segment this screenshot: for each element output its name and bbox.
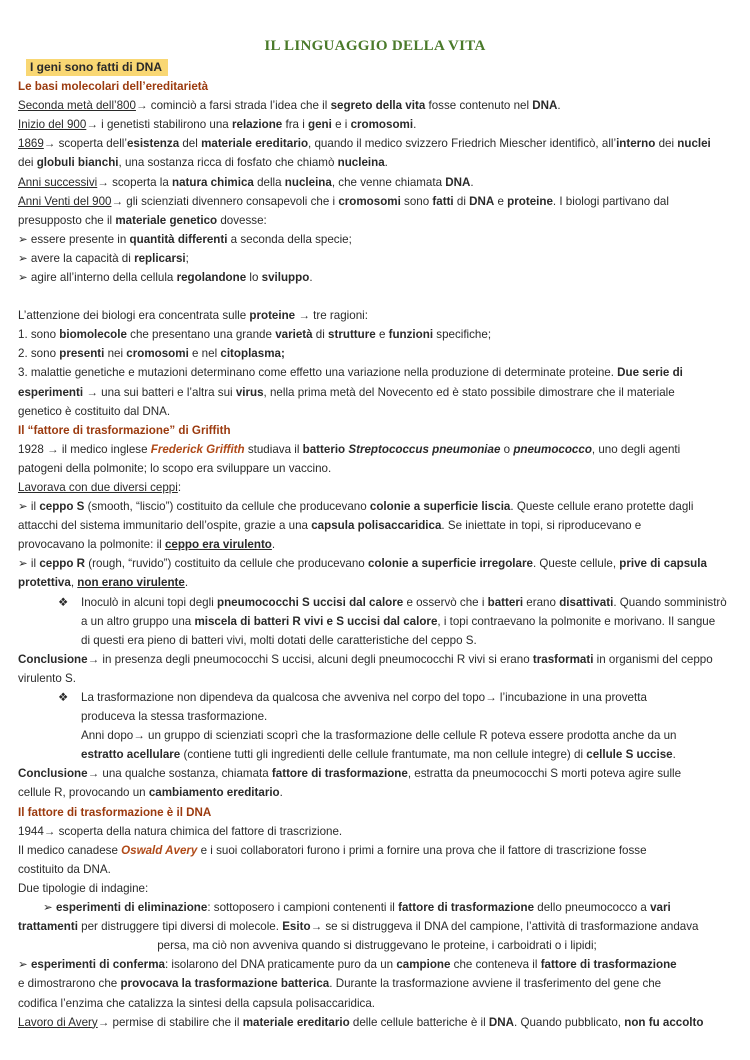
paragraph-line: di questi era pieno di batteri vivi, molti dotati delle caratteristiche del ceppo S.: [81, 633, 477, 647]
bullet-item: ➢ esperimenti di conferma: isolarono del DNA praticamente puro da un campione che conteneva il fattore di trasformazione: [18, 958, 677, 972]
paragraph-line: Anni successivi→ scoperta la natura chimica della nucleina, che venne chiamata DNA.: [18, 175, 474, 189]
paragraph-line: costituito da DNA.: [18, 862, 111, 876]
paragraph-line: protettiva, non erano virulente.: [18, 576, 189, 590]
paragraph-line: trattamenti per distruggere tipi diversi di molecole. Esito→ se si distruggeva il DNA del campione, l’attività di trasformazione andava: [18, 920, 699, 934]
paragraph-line: e dimostrarono che provocava la trasformazione batterica. Durante la trasformazione avviene il trasferimento del gene che: [18, 977, 662, 991]
paragraph-line: cellule R, provocando un cambiamento ereditario.: [18, 786, 283, 800]
paragraph-line: Il medico canadese Oswald Avery e i suoi collaboratori furono i primi a fornire una prova che il fattore di trascrizione fosse: [18, 843, 647, 857]
paragraph-line: Lavoro di Avery→ permise di stabilire che il materiale ereditario delle cellule batteriche è il DNA. Quando pubblicato, non fu accolto: [18, 1015, 704, 1029]
paragraph-line: Due tipologie di indagine:: [18, 881, 149, 895]
paragraph-line: presupposto che il materiale genetico dovesse:: [18, 213, 267, 227]
paragraph-line: produceva la stessa trasformazione.: [81, 710, 268, 724]
paragraph-line: Lavorava con due diversi ceppi:: [18, 480, 182, 494]
paragraph-line: Seconda metà dell’800→ cominciò a farsi strada l’idea che il segreto della vita fosse contenuto nel DNA.: [18, 99, 561, 113]
paragraph-line: Conclusione→ una qualche sostanza, chiamata fattore di trasformazione, estratta da pneumococchi S morti poteva agire sulle: [18, 767, 682, 781]
paragraph-line: Conclusione→ in presenza degli pneumococchi S uccisi, alcuni degli pneumococchi R vivi si erano trasformati in organismi del ceppo: [18, 652, 713, 666]
numbered-item: 1. sono biomolecole che presentano una grande varietà di strutture e funzioni specifiche;: [18, 328, 492, 342]
paragraph-line: Inizio del 900→ i genetisti stabilirono una relazione fra i geni e i cromosomi.: [18, 118, 417, 132]
subheading-dna: Il fattore di trasformazione è il DNA: [18, 805, 212, 819]
paragraph-line: provocavano la polmonite: il ceppo era virulento.: [18, 538, 276, 552]
paragraph-line: patogeni della polmonite; lo scopo era sviluppare un vaccino.: [18, 461, 332, 475]
bullet-item: ➢ avere la capacità di replicarsi;: [18, 251, 189, 265]
diamond-item: ❖ Inoculò in alcuni topi degli pneumococchi S uccisi dal calore e osservò che i batteri erano disattivati. Quando somministrò: [18, 593, 736, 612]
document-body: [18, 58, 736, 1032]
bullet-item: ➢ il ceppo S (smooth, “liscio”) costituito da cellule che producevano colonie a superficie liscia. Queste cellule erano protette dagli: [18, 500, 694, 514]
paragraph-line: esperimenti → una sui batteri e l’altra sui virus, nella prima metà del Novecento ed è stato possibile dimostrare che il materiale: [18, 385, 675, 399]
paragraph-line: Anni dopo→ un gruppo di scienziati scoprì che la trasformazione delle cellule R poteva essere prodotta anche da un: [81, 729, 677, 743]
paragraph-line: L’attenzione dei biologi era concentrata sulle proteine → tre ragioni:: [18, 309, 368, 323]
numbered-item: 2. sono presenti nei cromosomi e nel citoplasma;: [18, 347, 285, 361]
numbered-item: 3. malattie genetiche e mutazioni determinano come effetto una variazione nella produzione di determinate proteine. Due serie di: [18, 366, 683, 380]
diamond-bullet-icon: ❖: [58, 595, 69, 609]
bullet-item: ➢ il ceppo R (rough, “ruvido”) costituito da cellule che producevano colonie a superficie irregolare. Queste cellule, prive di capsula: [18, 557, 707, 571]
subheading-griffith: Il “fattore di trasformazione” di Griffith: [18, 423, 231, 437]
bullet-item: ➢ esperimenti di eliminazione: sottoposero i campioni contenenti il fattore di trasformazione dello pneumococco a vari: [43, 901, 671, 915]
paragraph-line: genetico è costituito dal DNA.: [18, 404, 171, 418]
paragraph-line: Anni Venti del 900→ gli scienziati divennero consapevoli che i cromosomi sono fatti di DNA e proteine. I biologi partivano dal: [18, 194, 669, 208]
paragraph-line: estratto acellulare (contiene tutti gli ingredienti delle cellule frantumate, ma non cellule integre) di cellule S uccise.: [81, 748, 676, 762]
paragraph-line: 1928 → il medico inglese Frederick Griffith studiava il batterio Streptococcus pneumoniae o pneumococco, uno degli agenti: [18, 442, 681, 456]
bullet-item: ➢ essere presente in quantità differenti a seconda della specie;: [18, 232, 352, 246]
bullet-item: ➢ agire all’interno della cellula regolandone lo sviluppo.: [18, 271, 313, 285]
paragraph-line: a un altro gruppo una miscela di batteri R vivi e S uccisi dal calore, i topi contraevano la polmonite e morivano. Il sangue: [81, 614, 716, 628]
paragraph-line: virulento S.: [18, 671, 76, 685]
page-title: IL LINGUAGGIO DELLA VITA: [264, 38, 486, 54]
section-heading-highlight: I geni sono fatti di DNA: [26, 59, 168, 76]
diamond-item: ❖ La trasformazione non dipendeva da qualcosa che avveniva nel corpo del topo→ l’incubazione in una provetta: [18, 688, 736, 707]
paragraph-line: codifica l’enzima che catalizza la sintesi della capsula polisaccaridica.: [18, 996, 376, 1010]
paragraph-line: 1944→ scoperta della natura chimica del fattore di trascrizione.: [18, 824, 343, 838]
subheading-basi: Le basi molecolari dell’ereditarietà: [18, 80, 209, 94]
diamond-bullet-icon: ❖: [58, 691, 69, 704]
paragraph-line: 1869→ scoperta dell’esistenza del materiale ereditario, quando il medico svizzero Friedrich Miescher identificò, all’interno dei nuclei: [18, 137, 711, 151]
paragraph-line: attacchi del sistema immunitario dell’ospite, grazie a una capsula polisaccaridica. Se iniettate in topi, si riproducevano e: [18, 519, 642, 533]
paragraph-line: persa, ma ciò non avveniva quando si distruggevano le proteine, i carboidrati o i lipidi;: [157, 939, 597, 953]
paragraph-line: dei globuli bianchi, una sostanza ricca di fosfato che chiamò nucleina.: [18, 156, 388, 170]
